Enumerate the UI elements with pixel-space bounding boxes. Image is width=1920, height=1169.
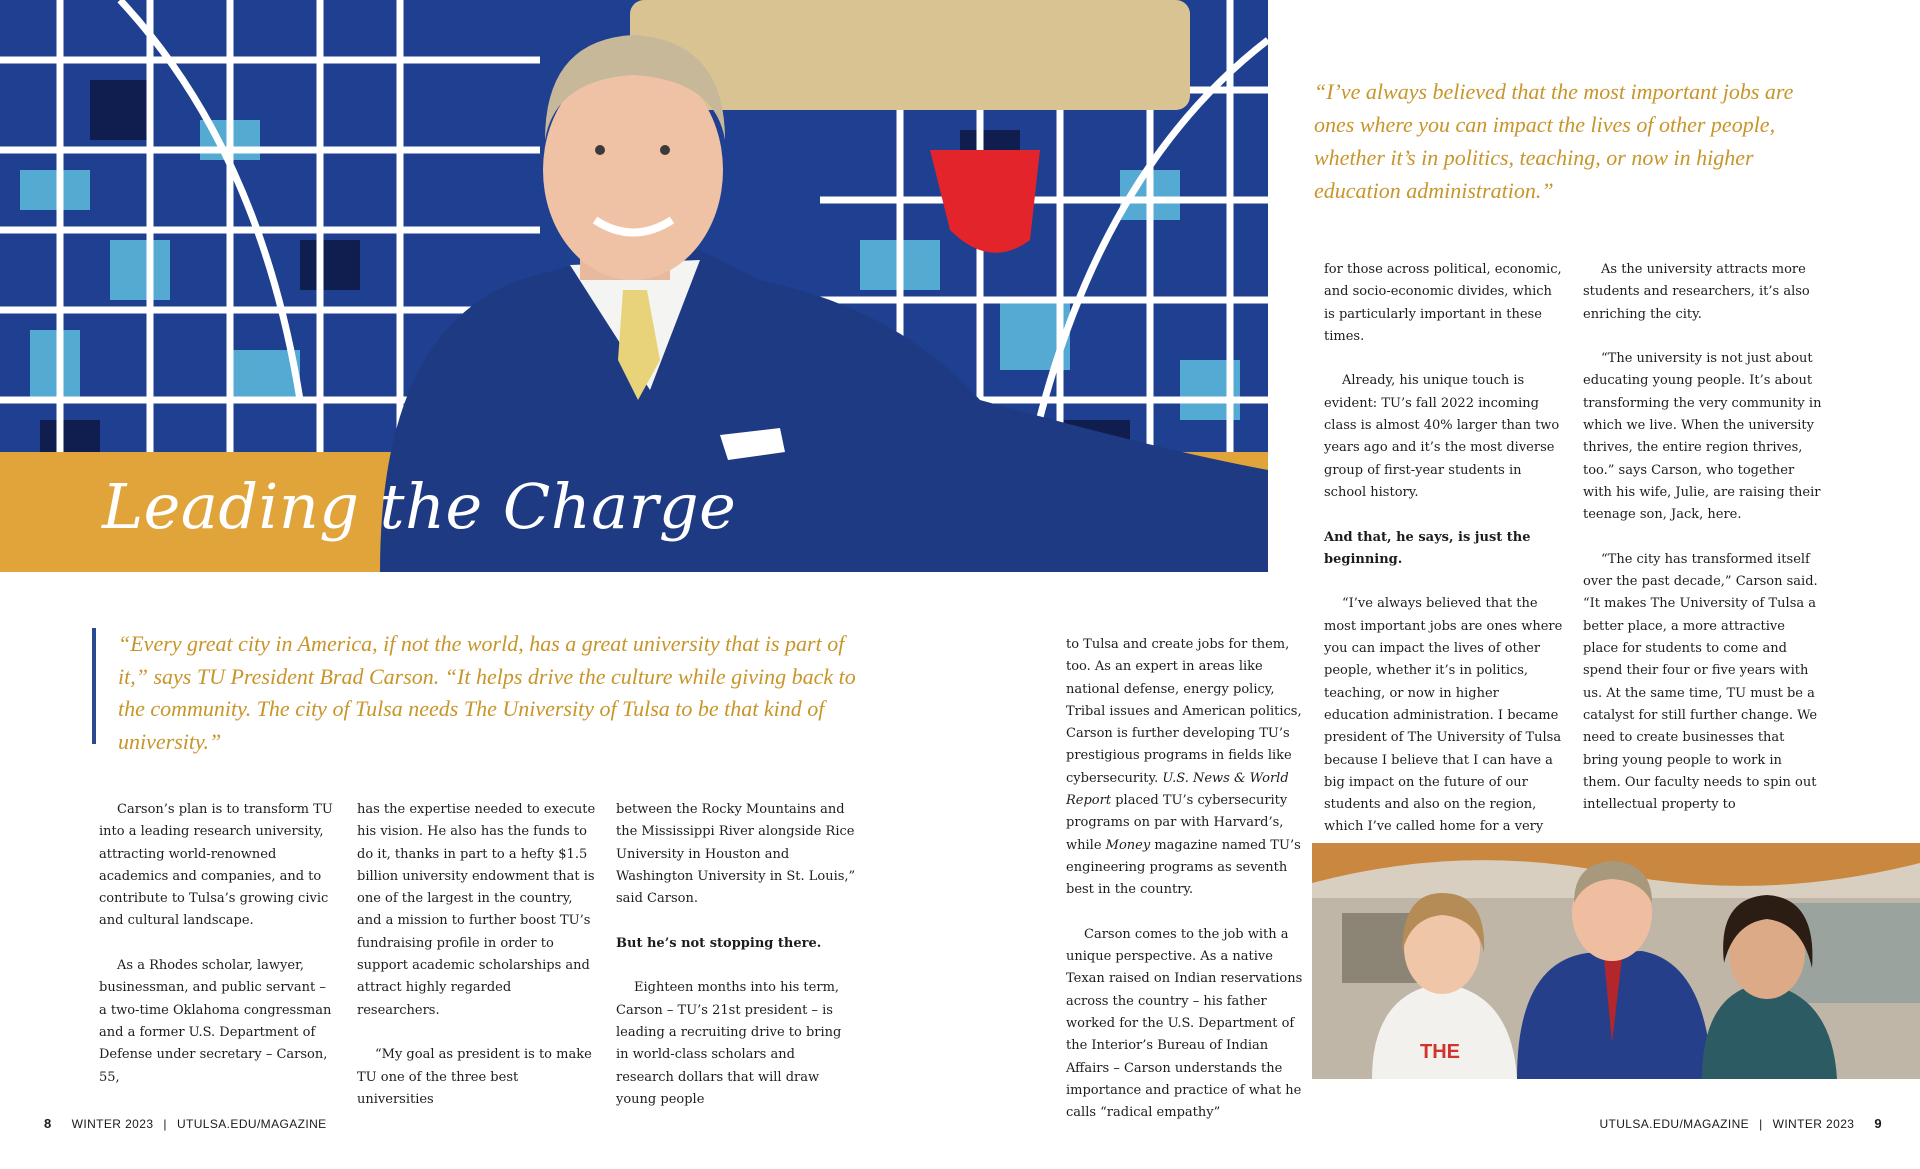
bold-subhead: But he’s not stopping there. <box>616 935 822 951</box>
paragraph: As a Rhodes scholar, lawyer, businessman, and public servant – a two-time Oklahoma congressman and a former U.S. Department of Defense under secretary – Carson, 55, <box>99 958 332 1085</box>
body-column-1 <box>99 799 337 1089</box>
article-title: Leading the Charge <box>102 470 737 543</box>
page-number-left: 8 <box>44 1116 52 1131</box>
pull-quote-left <box>92 628 856 754</box>
paragraph: “My goal as president is to make TU one of the three best universities <box>357 1047 592 1107</box>
paragraph: As the university attracts more students and researchers, it’s also enriching the city. <box>1583 262 1810 322</box>
paragraph: “I’ve always believed that the most important jobs are ones where you can impact the lives of other people, whether it’s in politics, teaching, or now in higher education administration. I became president of The University of Tulsa because I believe that I can have a big impact on the future of our students and also on the region, which I’ve called home for a very <box>1324 596 1563 835</box>
text-run: placed TU’s cybersecurity programs on par with Harvard’s, while <box>1066 793 1288 853</box>
paragraph: between the Rocky Mountains and the Mississippi River alongside Rice University in Houston and Washington University in St. Louis,” said Carson. <box>616 802 856 907</box>
issue-label: WINTER 2023 <box>71 1117 154 1131</box>
page-number-right: 9 <box>1874 1116 1882 1131</box>
folio-left <box>44 1116 327 1131</box>
paragraph: Carson’s plan is to transform TU into a leading research university, attracting world-renowned academics and companies, and to contribute to Tulsa’s growing civic and cultural landscape. <box>99 802 333 929</box>
body-column-4 <box>1066 634 1306 1125</box>
bold-subhead: And that, he says, is just the beginning. <box>1324 529 1531 567</box>
hero-photo <box>0 0 1268 572</box>
pull-quote-right <box>1314 75 1834 207</box>
paragraph: Carson comes to the job with a unique perspective. As a native Texan raised on Indian reservations across the country – his father worked for the U.S. Department of the Interior’s Bureau of Indian Affairs – Carson understands the importance and practice of what he calls “radical empathy” <box>1066 926 1303 1121</box>
text-run: magazine named TU’s engineering programs as seventh best in the country. <box>1066 837 1301 898</box>
folio-separator: | <box>1759 1117 1763 1131</box>
body-column-5 <box>1324 259 1564 861</box>
paragraph: has the expertise needed to execute his vision. He also has the funds to do it, thanks in part to a hefty $1.5 billion university endowment that is one of the largest in the country, and a mission to further boost TU’s fundraising profile in order to support academic scholarships and attract highly regarded researchers. <box>357 802 596 1018</box>
magazine-url[interactable]: UTULSA.EDU/MAGAZINE <box>176 1117 327 1131</box>
body-column-6 <box>1583 259 1823 816</box>
folio-right <box>1599 1116 1882 1131</box>
paragraph <box>1066 634 1306 902</box>
shirt-text: THE <box>1420 1041 1460 1063</box>
magazine-url[interactable]: UTULSA.EDU/MAGAZINE <box>1599 1117 1750 1131</box>
publication-name: Money <box>1105 837 1151 853</box>
pull-quote-right-text: “I’ve always believed that the most important jobs are ones where you can impact the lives of other people, whether it’s in politics, teaching, or now in higher education administration.” <box>1314 79 1794 203</box>
paragraph: Eighteen months into his term, Carson – TU’s 21st president – is leading a recruiting drive to bring in world-class scholars and research dollars that will draw young people <box>616 980 842 1107</box>
text-run: to Tulsa and create jobs for them, too. As an expert in areas like national defense, energy policy, Tribal issues and American politics, Carson is further developing TU’s prestigious programs in fields like cybersecurity. <box>1066 637 1302 786</box>
students-photo-illustration <box>1312 843 1920 1079</box>
folio-separator: | <box>163 1117 167 1131</box>
paragraph: Already, his unique touch is evident: TU’s fall 2022 incoming class is almost 40% larger than two years ago and it’s the most diverse group of first-year students in school history. <box>1324 373 1560 500</box>
paragraph: for those across political, economic, and socio-economic divides, which is particularly important in these times. <box>1324 262 1562 344</box>
paragraph: “The university is not just about educating young people. It’s about transforming the very community in which we live. When the university thrives, the entire region thrives, too.” says Carson, who together with his wife, Julie, are raising their teenage son, Jack, here. <box>1583 351 1822 523</box>
issue-label: WINTER 2023 <box>1772 1117 1855 1131</box>
body-column-3 <box>616 799 856 1111</box>
students-photo <box>1312 843 1920 1079</box>
body-column-2 <box>357 799 597 1111</box>
pull-quote-left-text: “Every great city in America, if not the world, has a great university that is part of it,” says TU President Brad Carson. “It helps drive the culture while giving back to the community. The city of Tulsa needs The University of Tulsa to be that kind of university.” <box>118 631 856 754</box>
paragraph: “The city has transformed itself over the past decade,” Carson said. “It makes The University of Tulsa a better place, a more attractive place for students to come and spend their four or five years with us. At the same time, TU must be a catalyst for still further change. We need to create businesses that bring young people to work in them. Our faculty needs to spin out intellectual property to <box>1583 551 1818 813</box>
publication-name: U.S. News & World Report <box>1066 770 1289 809</box>
